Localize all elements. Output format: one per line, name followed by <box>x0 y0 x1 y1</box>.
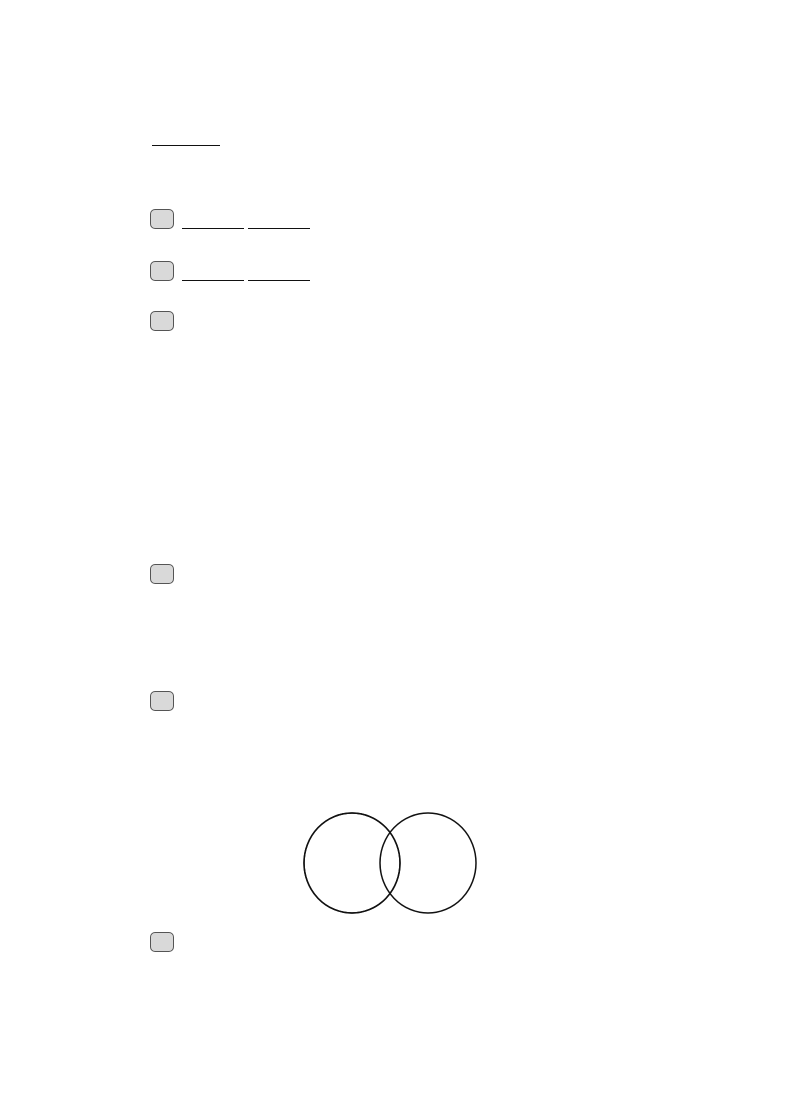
question-11 <box>150 691 180 716</box>
question-12 <box>150 932 180 957</box>
question-number <box>150 564 174 584</box>
question-number <box>150 932 174 952</box>
stair-cell <box>372 723 400 748</box>
stair-cell <box>466 765 494 790</box>
q10-line-2 <box>118 589 144 609</box>
question-number <box>150 691 174 711</box>
right-ring <box>380 813 476 913</box>
question-10 <box>150 564 180 589</box>
